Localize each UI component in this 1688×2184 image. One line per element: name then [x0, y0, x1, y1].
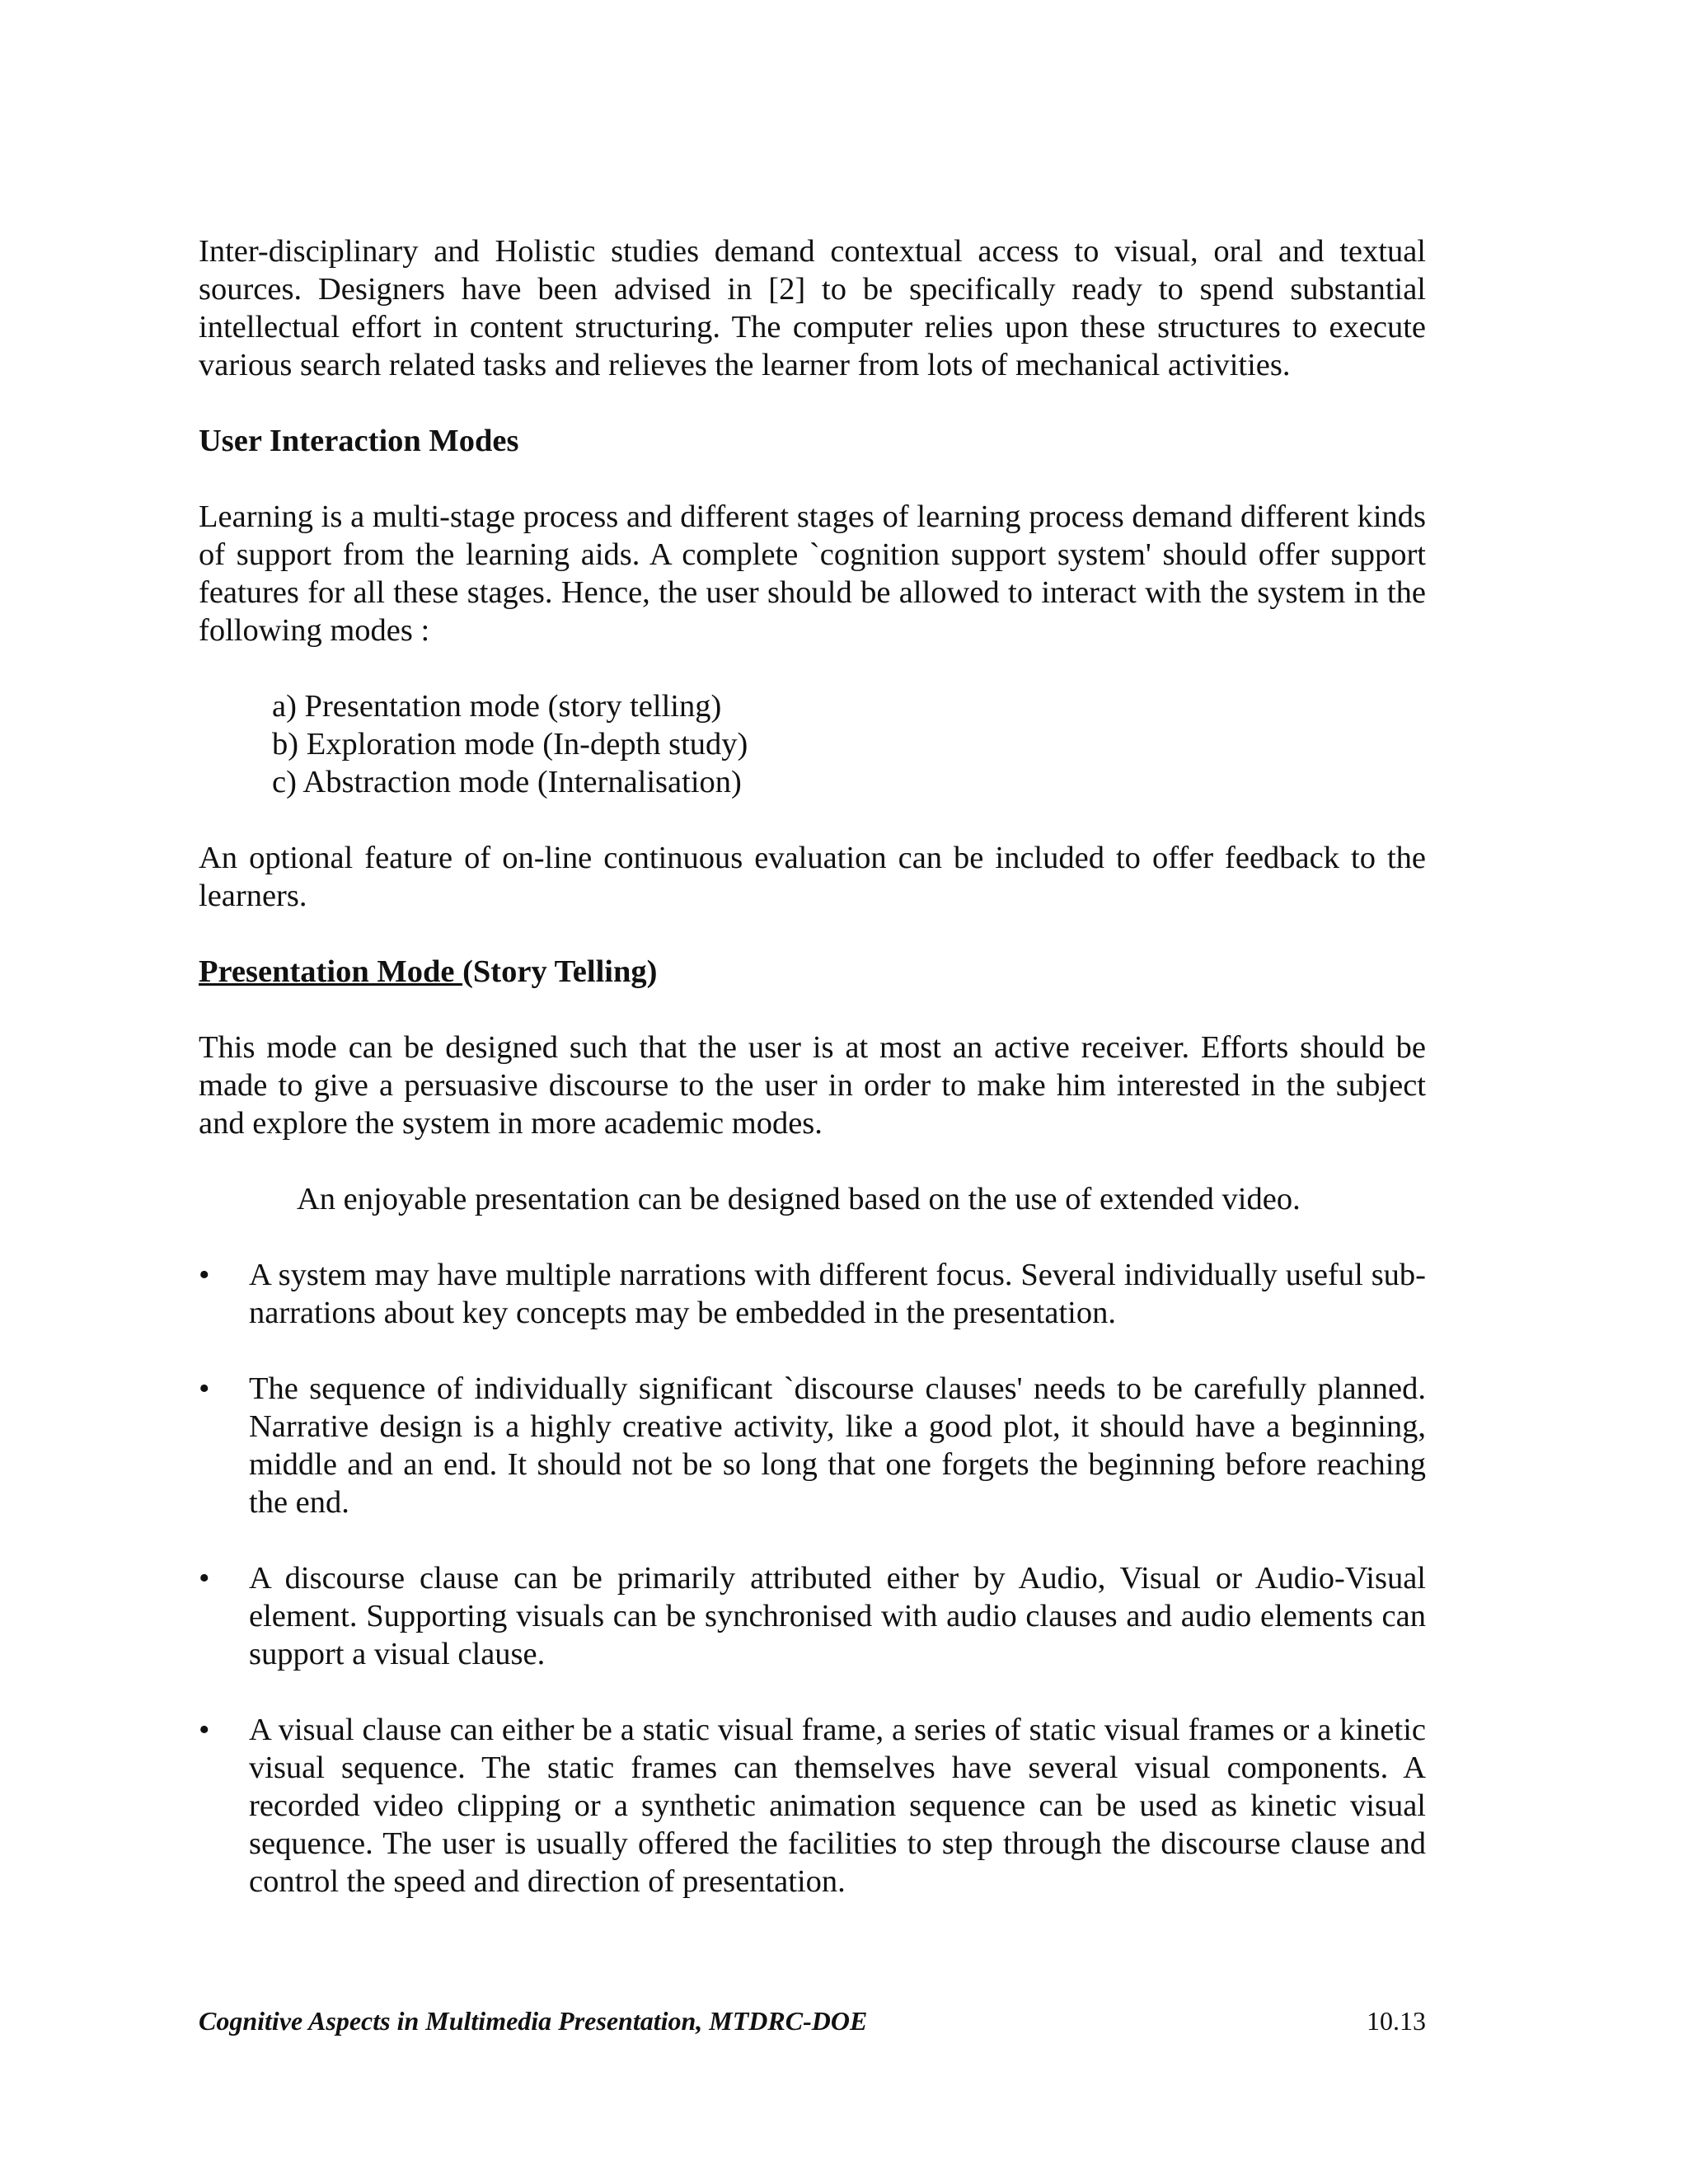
bullet-symbol: • — [199, 1561, 210, 1596]
interaction-modes-list — [199, 687, 1426, 801]
presentation-mode-paragraph: This mode can be designed such that the user is at most an active receiver. Efforts should be made to give a persuasive discourse to the user in order to make him interested in the subject and explore the system in more academic modes. — [199, 1030, 1426, 1141]
bullet-item — [199, 1711, 1426, 1900]
heading-rest-part: (Story Telling) — [462, 954, 658, 989]
bullet-text: A discourse clause can be primarily attributed either by Audio, Visual or Audio-Visual element. Supporting visuals can be synchronised with audio clauses and audio elements can support a visual clause. — [249, 1561, 1426, 1671]
user-interaction-paragraph: Learning is a multi-stage process and different stages of learning process demand different kinds of support from the learning aids. A complete `cognition support system' should offer support features for all these stages. Hence, the user should be allowed to interact with the system in the following modes : — [199, 499, 1426, 648]
presentation-bullets-list — [199, 1256, 1426, 1900]
page-number: 10.13 — [1367, 2006, 1426, 2036]
bullet-symbol: • — [199, 1371, 210, 1406]
bullet-text: The sequence of individually significant `discourse clauses' needs to be carefully planned. Narrative design is a highly creative activity, like a good plot, it should have a beginning, middle and an end. It should not be so long that one forgets the beginning before reaching the end. — [249, 1371, 1426, 1520]
bullet-item — [199, 1559, 1426, 1673]
bullet-text: A system may have multiple narrations with different focus. Several individually useful sub-narrations about key concepts may be embedded in the presentation. — [249, 1258, 1426, 1330]
optional-feature-paragraph: An optional feature of on-line continuous evaluation can be included to offer feedback to the learners. — [199, 841, 1426, 913]
mode-item-abstraction: c) Abstraction mode (Internalisation) — [272, 765, 742, 799]
mode-item-exploration: b) Exploration mode (In-depth study) — [272, 727, 748, 762]
extended-video-line: An enjoyable presentation can be designed based on the use of extended video. — [297, 1182, 1301, 1216]
bullet-item — [199, 1256, 1426, 1332]
heading-underlined-part: Presentation Mode — [199, 954, 463, 989]
bullet-symbol: • — [199, 1258, 210, 1292]
bullet-text: A visual clause can either be a static visual frame, a series of static visual frames or a kinetic visual sequence. The static frames can themselves have several visual components. A recorded video clipping or a synthetic animation sequence can be used as kinetic visual sequence. The user is usually offered the facilities to step through the discourse clause and control the speed and direction of presentation. — [249, 1713, 1426, 1899]
mode-item-presentation: a) Presentation mode (story telling) — [272, 689, 722, 724]
bullet-item — [199, 1370, 1426, 1521]
section-heading-user-interaction-modes: User Interaction Modes — [199, 424, 519, 458]
page-footer — [199, 2004, 1426, 2037]
bullet-symbol: • — [199, 1713, 210, 1747]
page-body — [199, 232, 1426, 1900]
intro-paragraph: Inter-disciplinary and Holistic studies demand contextual access to visual, oral and textual sources. Designers have been advised in [2] to be specifically ready to spend substantial intellectual effort in content structuring. The computer relies upon these structures to execute various search related tasks and relieves the learner from lots of mechanical activities. — [199, 234, 1426, 382]
footer-title: Cognitive Aspects in Multimedia Presentation, MTDRC-DOE — [199, 2006, 868, 2036]
section-heading-presentation-mode — [199, 953, 1426, 991]
